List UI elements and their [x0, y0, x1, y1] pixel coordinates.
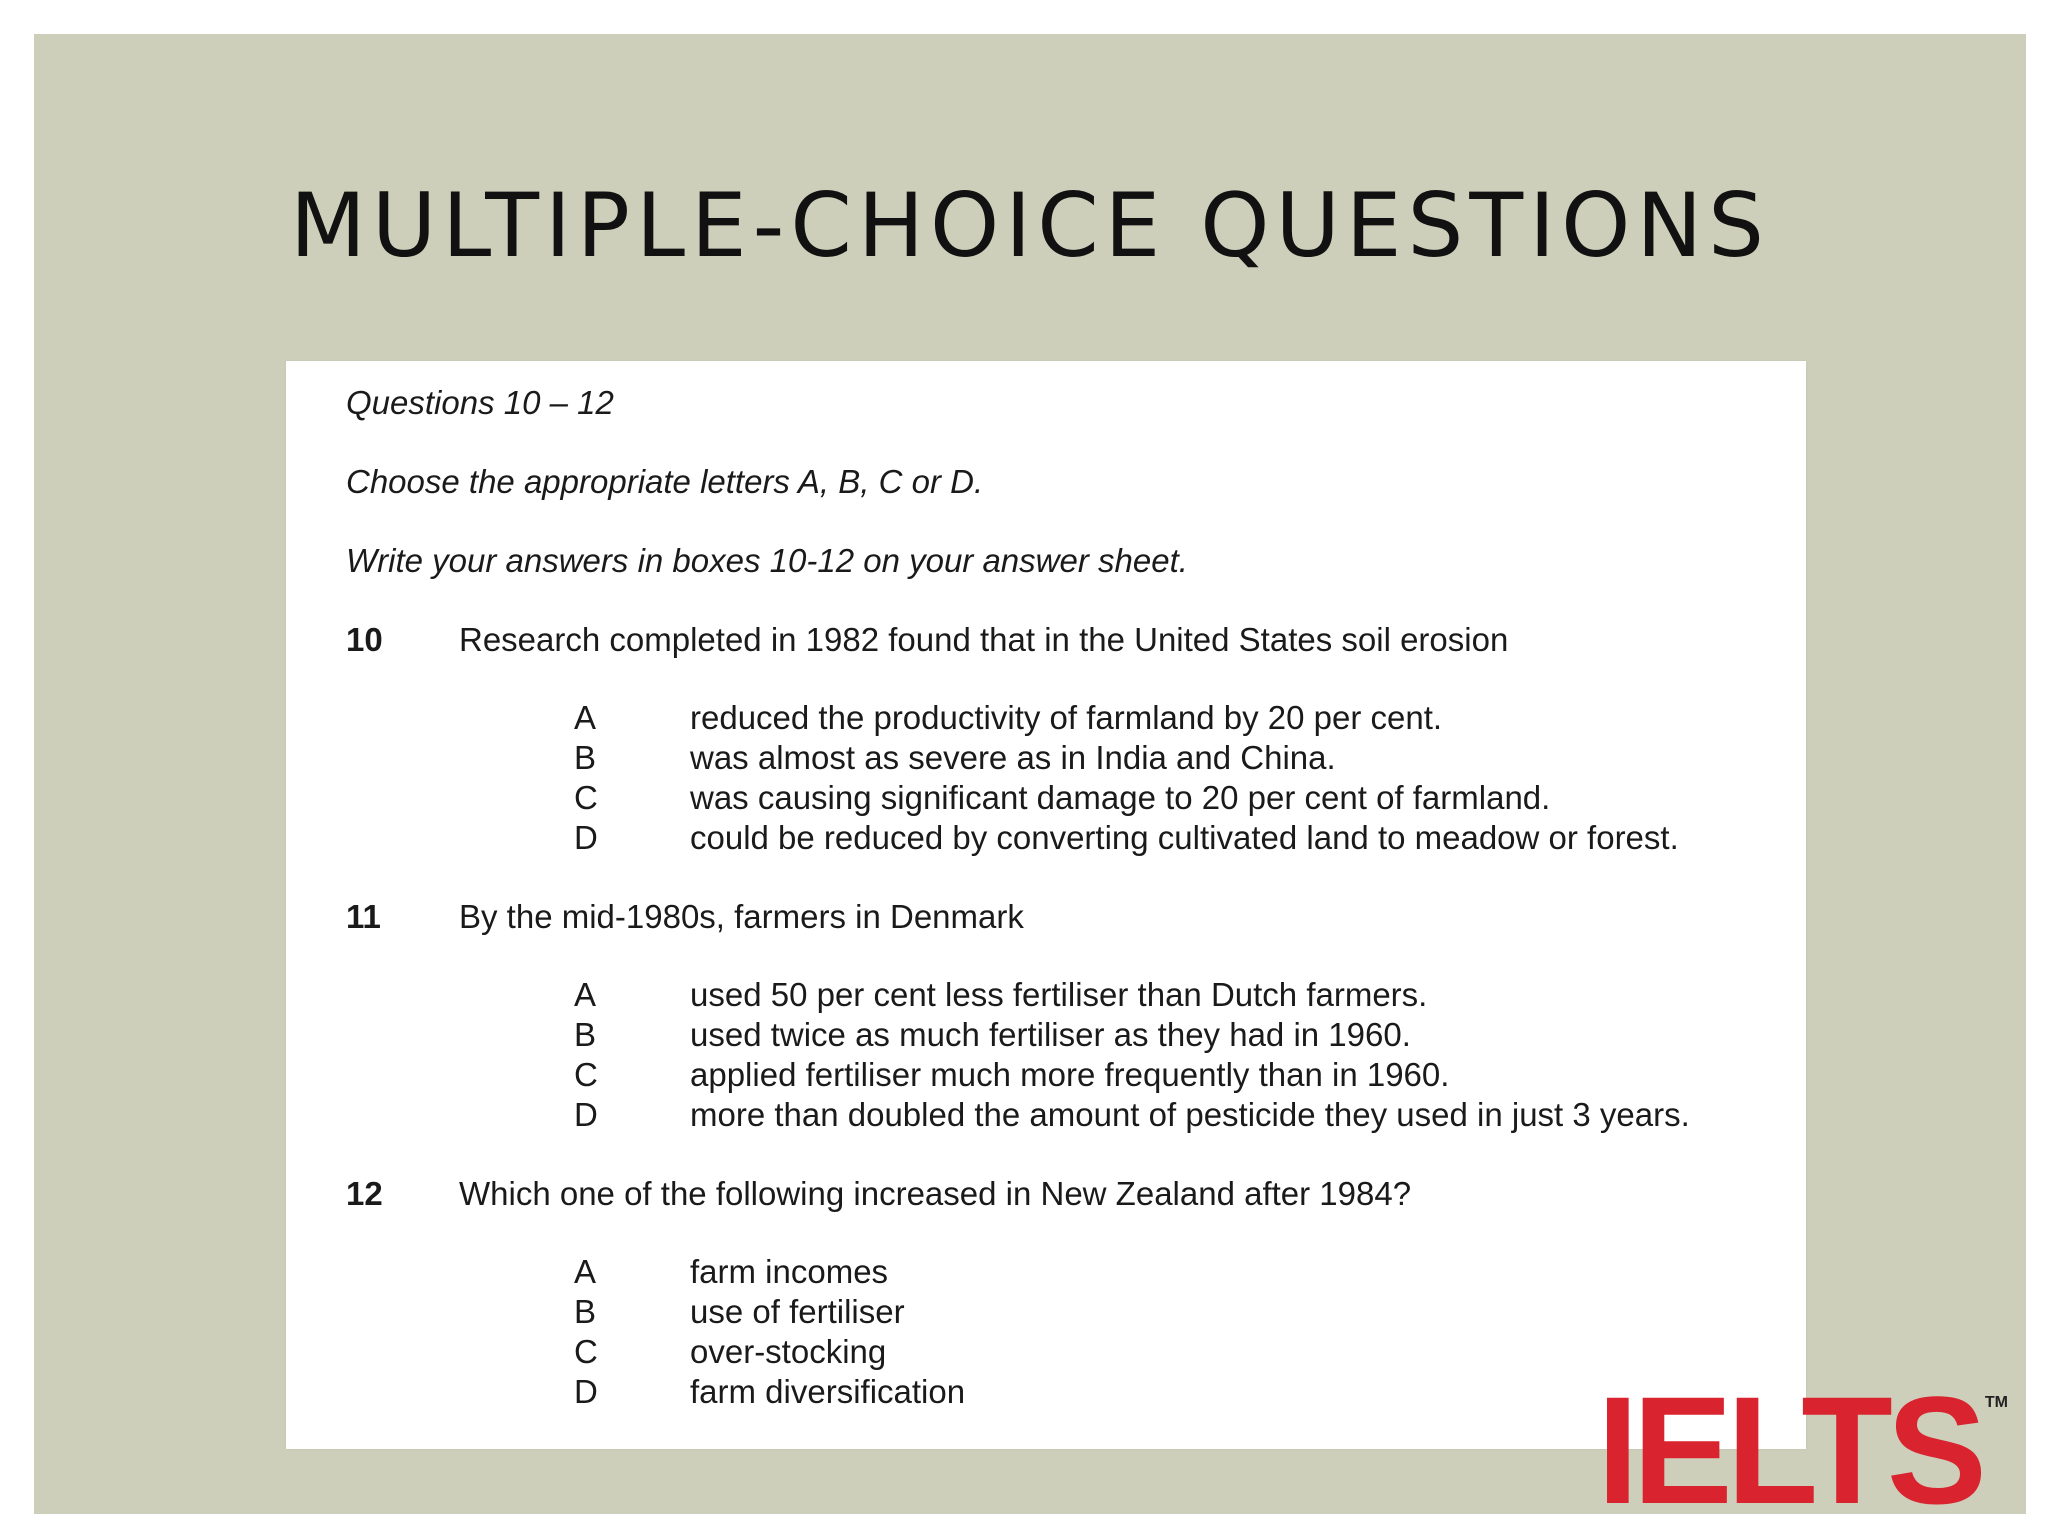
option-text: over-stocking — [690, 1333, 887, 1370]
option-item — [574, 1095, 1766, 1135]
option-item — [574, 778, 1766, 818]
slide — [34, 34, 2026, 1536]
option-list — [346, 698, 1766, 858]
instruction-last-letter: D — [950, 463, 974, 500]
option-letter: A — [574, 699, 597, 736]
option-letter: A — [574, 1253, 597, 1290]
option-item — [574, 975, 1766, 1015]
option-text: farm incomes — [690, 1253, 889, 1290]
instruction-choose — [346, 462, 1766, 502]
question-10 — [346, 620, 1766, 858]
question-12 — [346, 1174, 1766, 1412]
question-number: 10 — [346, 621, 383, 658]
option-letter: B — [574, 1016, 597, 1053]
questions-heading: Questions 10 – 12 — [346, 384, 614, 421]
instruction-letters: A, B, C — [797, 463, 903, 500]
option-text: used twice as much fertiliser as they had in 1960. — [690, 1016, 1411, 1053]
ielts-logo — [1596, 1364, 2008, 1536]
option-item — [574, 1372, 1766, 1412]
option-text: more than doubled the amount of pesticide they used in just 3 years. — [690, 1096, 1690, 1133]
option-letter: B — [574, 739, 597, 776]
question-number: 11 — [346, 898, 381, 935]
question-number: 12 — [346, 1175, 383, 1212]
option-text: farm diversification — [690, 1373, 966, 1410]
option-letter: C — [574, 779, 598, 816]
option-text: used 50 per cent less fertiliser than Dutch farmers. — [690, 976, 1428, 1013]
option-item — [574, 738, 1766, 778]
option-list — [346, 975, 1766, 1135]
option-list — [346, 1252, 1766, 1412]
question-text: By the mid-1980s, farmers in Denmark — [459, 898, 1024, 935]
option-text: was causing significant damage to 20 per cent of farmland. — [690, 779, 1551, 816]
slide-title: MULTIPLE-CHOICE QUESTIONS — [289, 174, 1771, 277]
option-item — [574, 698, 1766, 738]
option-text: applied fertiliser much more frequently than in 1960. — [690, 1056, 1450, 1093]
option-letter: C — [574, 1056, 598, 1093]
option-letter: C — [574, 1333, 598, 1370]
option-item — [574, 1015, 1766, 1055]
option-text: was almost as severe as in India and China. — [690, 739, 1336, 776]
instruction-or: or — [902, 463, 951, 500]
question-header — [346, 897, 1766, 937]
option-letter: B — [574, 1293, 597, 1330]
option-item — [574, 1252, 1766, 1292]
option-letter: D — [574, 819, 598, 856]
question-card — [286, 361, 1806, 1449]
question-card-content — [346, 383, 1766, 1412]
option-text: use of fertiliser — [690, 1293, 905, 1330]
option-item — [574, 818, 1766, 858]
question-header — [346, 1174, 1766, 1214]
option-letter: D — [574, 1373, 598, 1410]
ielts-logo-text: IELTS — [1596, 1364, 1981, 1536]
instruction-prefix: Choose the appropriate letters — [346, 463, 798, 500]
option-letter: D — [574, 1096, 598, 1133]
option-text: reduced the productivity of farmland by 20 per cent. — [690, 699, 1443, 736]
question-header — [346, 620, 1766, 660]
option-text: could be reduced by converting cultivated land to meadow or forest. — [690, 819, 1679, 856]
option-item — [574, 1292, 1766, 1332]
instruction-end: . — [973, 463, 984, 500]
option-item — [574, 1055, 1766, 1095]
question-text: Research completed in 1982 found that in the United States soil erosion — [459, 621, 1509, 658]
instruction-write: Write your answers in boxes 10-12 on your answer sheet. — [346, 542, 1188, 579]
question-text: Which one of the following increased in New Zealand after 1984? — [459, 1175, 1412, 1212]
trademark-mark: TM — [1984, 1394, 2008, 1411]
option-item — [574, 1332, 1766, 1372]
question-11 — [346, 897, 1766, 1135]
option-letter: A — [574, 976, 597, 1013]
